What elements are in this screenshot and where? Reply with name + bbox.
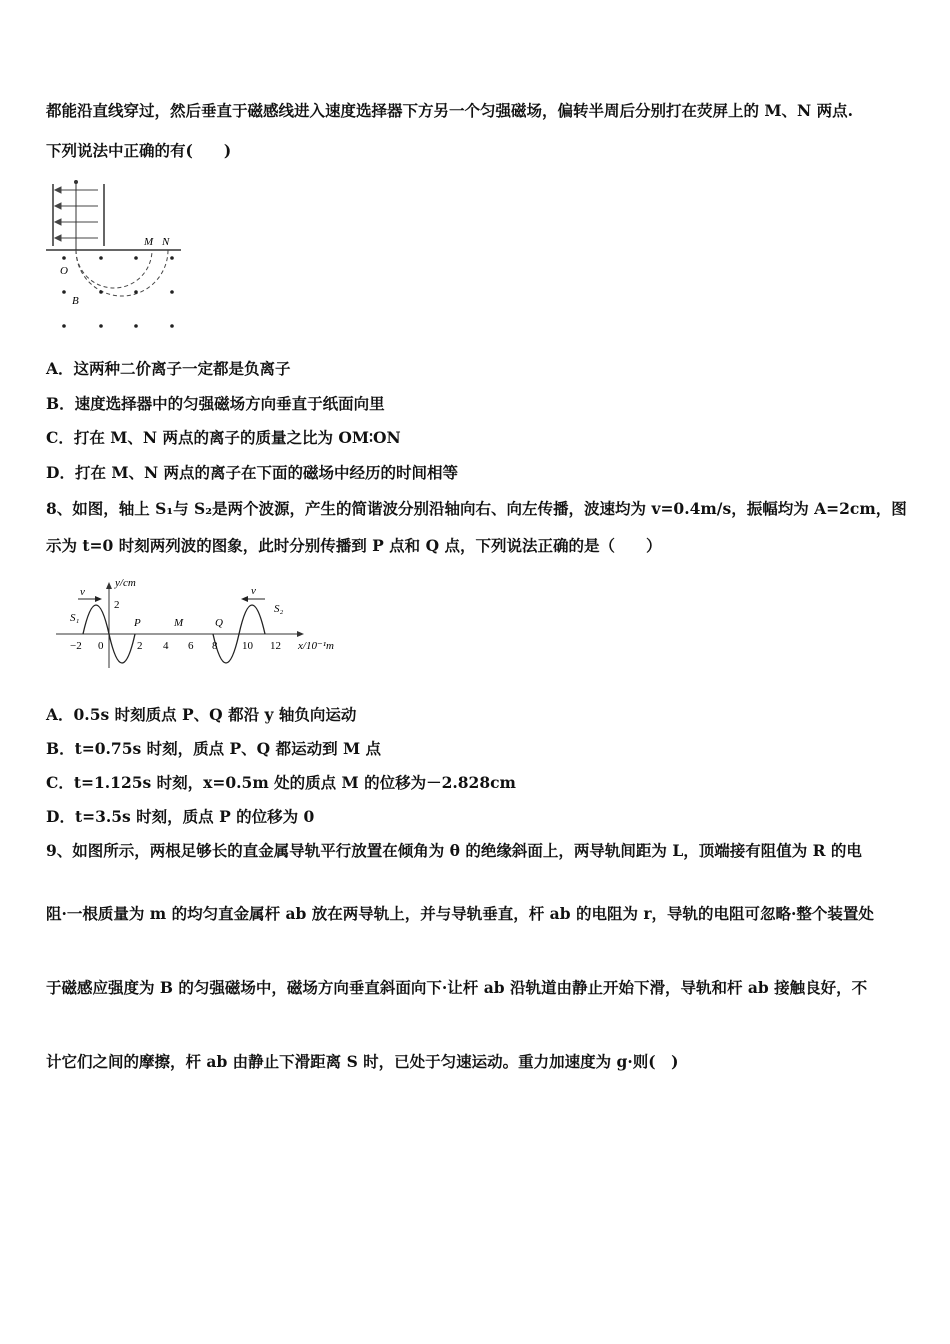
y-axis-arrow: [106, 582, 112, 589]
q9-text-line-3: 于磁感应强度为 B 的匀强磁场中，磁场方向垂直斜面向下·让杆 ab 沿轨道由静止开始下滑，导轨和杆 ab 接触良好，不: [46, 978, 868, 997]
amplitude-label: 2: [114, 599, 120, 611]
q7-option-c: C．打在 M、N 两点的离子的质量之比为 OM∶ON: [46, 428, 401, 447]
label-s2: S₂: [274, 603, 284, 615]
tick-label-neg2: −2: [70, 640, 82, 652]
path-to-n: [76, 250, 168, 296]
tick-label-0: 0: [98, 640, 104, 652]
q9-text-line-1: 9、如图所示，两根足够长的直金属导轨平行放置在倾角为 θ 的绝缘斜面上，两导轨间距为 L，顶端接有阻值为 R 的电: [46, 841, 862, 860]
q8-option-b: B．t=0.75s 时刻，质点 P、Q 都运动到 M 点: [46, 739, 382, 758]
q8-option-a: A．0.5s 时刻质点 P、Q 都沿 y 轴负向运动: [46, 705, 357, 724]
label-n: N: [162, 236, 170, 248]
x-axis-arrow: [297, 631, 304, 637]
q7-text-line-1: 都能沿直线穿过，然后垂直于磁感线进入速度选择器下方另一个匀强磁场，偏转半周后分别打在荧屏上的 M、N 两点.: [46, 101, 854, 120]
q8-option-c: C．t=1.125s 时刻，x=0.5m 处的质点 M 的位移为－2.828cm: [46, 773, 516, 792]
tick-label-12: 12: [270, 640, 281, 652]
label-q: Q: [215, 617, 223, 629]
tick-label-8: 8: [212, 640, 218, 652]
label-o: O: [60, 265, 68, 277]
label-s1: S₁: [70, 612, 80, 624]
q8-option-d: D．t=3.5s 时刻，质点 P 的位移为 0: [46, 807, 315, 826]
velocity-label-s1: v: [80, 586, 85, 598]
q9-text-line-2: 阻·一根质量为 m 的均匀直金属杆 ab 放在两导轨上，并与导轨垂直，杆 ab 的电阻为 r，导轨的电阻可忽略·整个装置处: [46, 904, 874, 923]
y-axis-label: y/cm: [115, 577, 136, 589]
velocity-arrowhead-s1: [95, 596, 102, 602]
q8-figure: [52, 572, 352, 672]
label-m: M: [144, 236, 154, 248]
q7-option-a: A．这两种二价离子一定都是负离子: [46, 359, 291, 378]
tick-label-4: 4: [163, 640, 169, 652]
q7-text-line-2: 下列说法中正确的有( ): [46, 141, 232, 160]
label-p: P: [134, 617, 141, 629]
tick-label-10: 10: [242, 640, 253, 652]
path-to-m: [76, 250, 152, 288]
label-m-point: M: [174, 617, 184, 629]
tick-label-6: 6: [188, 640, 194, 652]
velocity-arrowhead-s2: [241, 596, 248, 602]
q7-option-b: B．速度选择器中的匀强磁场方向垂直于纸面向里: [46, 394, 385, 413]
ion-source-dot: [74, 180, 78, 184]
q8-text-line-2: 示为 t=0 时刻两列波的图象，此时分别传播到 P 点和 Q 点，下列说法正确的是（ ）: [46, 536, 662, 555]
q7-option-d: D．打在 M、N 两点的离子在下面的磁场中经历的时间相等: [46, 463, 459, 482]
tick-label-2: 2: [137, 640, 143, 652]
q9-text-line-4: 计它们之间的摩擦，杆 ab 由静止下滑距离 S 时，已处于匀速运动。重力加速度为 g·则( ): [46, 1052, 679, 1071]
velocity-label-s2: v: [251, 585, 256, 597]
q8-text-line-1: 8、如图，轴上 S₁与 S₂是两个波源，产生的简谐波分别沿轴向右、向左传播，波速均为 v=0.4m/s，振幅均为 A=2cm，图: [46, 499, 907, 518]
q7-figure: [46, 176, 186, 336]
label-b: B: [72, 295, 79, 307]
x-axis-label: x/10⁻¹m: [298, 640, 334, 652]
